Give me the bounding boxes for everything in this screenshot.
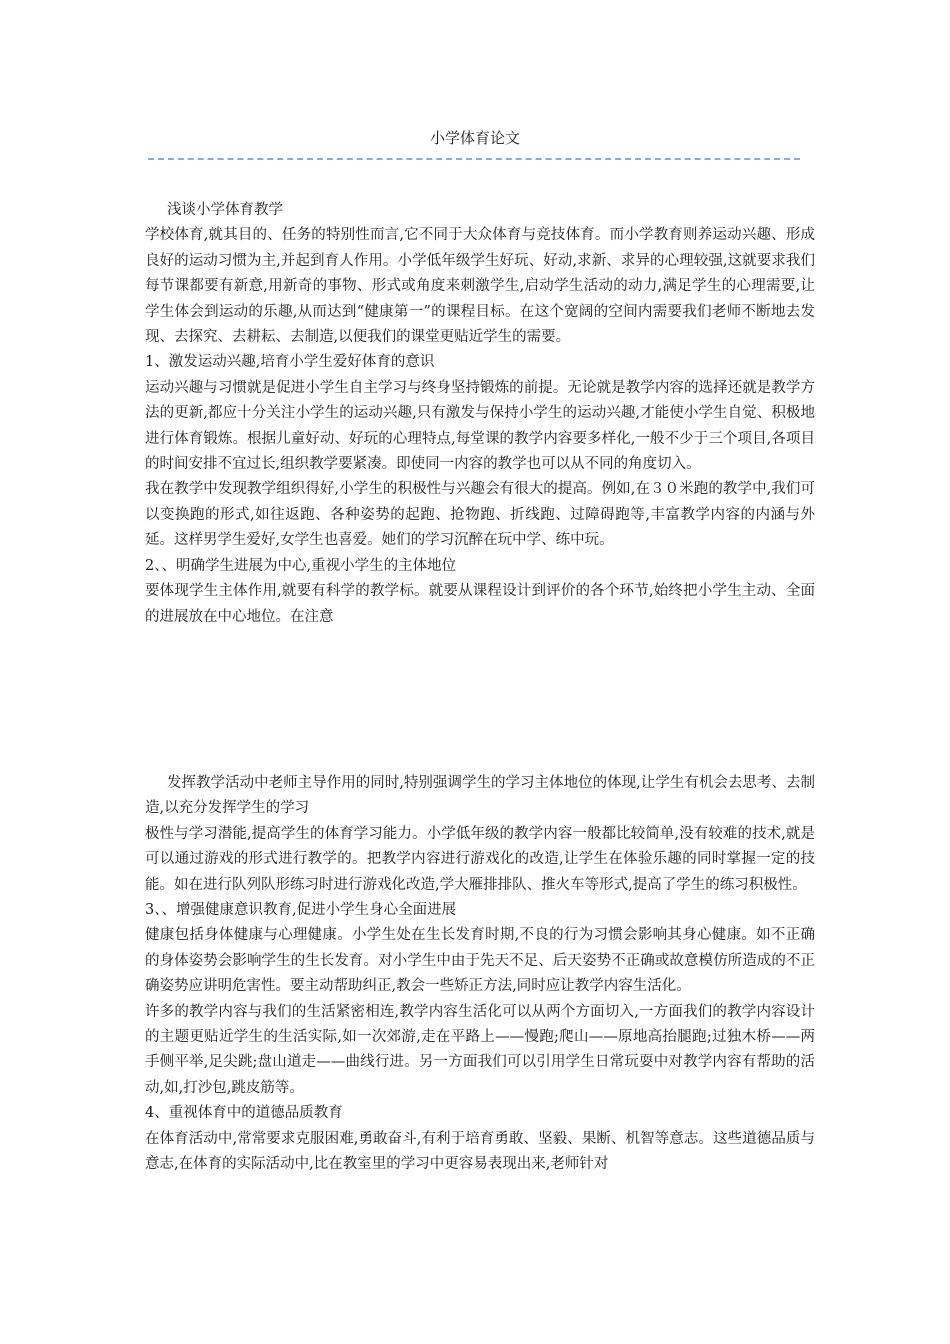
body-paragraph: 学校体育,就其目的、任务的特别性而言,它不同于大众体育与竞技体育。而小学教育则养运动兴趣、形成良好的运动习惯为主,并起到育人作用。小学低年级学生好玩、好动,求新、求异的心理较强,这就要求我们每节课都要有新意,用新奇的事物、形式或角度来刺激学生,启动学生活动的动力,满足学生的心理需要,让学生体会到运动的乐趣,从而达到“健康第一”的课程目标。在这个宽阔的空间内需要我们老师不断地去发现、去探究、去耕耘、去制造,以便我们的课堂更贴近学生的需要。 xyxy=(145,227,815,346)
body-paragraph: 发挥教学活动中老师主导作用的同时,特别强调学生的学习主体地位的体现,让学生有机会去思考、去制造,以充分发挥学生的学习 xyxy=(145,775,815,817)
title-dashed-rule xyxy=(148,158,800,160)
section-heading: 1、激发运动兴趣,培育小学生爱好体育的意识 xyxy=(145,354,435,371)
section-heading: 3、、增强健康意识教育,促进小学生身心全面进展 xyxy=(145,902,457,919)
document-title: 小学体育论文 xyxy=(429,129,520,147)
body-paragraph: 运动兴趣与习惯就是促进小学生自主学习与终身坚持锻炼的前提。无论就是教学内容的选择还就是教学方法的更新,都应十分关注小学生的运动兴趣,只有激发与保持小学生的运动兴趣,才能使小学生自觉、积极地进行体育锻炼。根据儿童好动、好玩的心理特点,每堂课的教学内容要多样化,一般不少于三个项目,各项目的时间安排不宜过长,组织教学要紧凑。即使同一内容的教学也可以从不同的角度切入。 xyxy=(145,379,815,473)
body-paragraph: 我在教学中发现教学组织得好,小学生的积极性与兴趣会有很大的提高。例如,在３０米跑的教学中,我们可以变换跑的形式,如往返跑、各种姿势的起跑、抢物跑、折线跑、过障碍跑等,丰富教学内容的内涵与外延。这样男学生爱好,女学生也喜爱。她们的学习沉醉在玩中学、练中玩。 xyxy=(145,481,815,549)
section-heading: 4、重视体育中的道德品质教育 xyxy=(145,1105,343,1122)
text-block-page1 xyxy=(145,198,815,630)
body-paragraph: 健康包括身体健康与心理健康。小学生处在生长发育时期,不良的行为习惯会影响其身心健康。如不正确的身体姿势会影响学生的生长发育。对小学生中由于先天不足、后天姿势不正确或故意模仿所造成的不正确姿势应讲明危害性。要主动帮助纠正,教会一些矫正方法,同时应让教学内容生活化。 xyxy=(145,927,815,995)
section-heading: 2、、明确学生进展为中心,重视小学生的主体地位 xyxy=(145,557,457,574)
body-paragraph: 许多的教学内容与我们的生活紧密相连,教学内容生活化可以从两个方面切入,一方面我们的教学内容设计的主题更贴近学生的生活实际,如一次郊游,走在平路上——慢跑;爬山——原地高抬腿跑;过独木桥——两手侧平举,足尖跳;盘山道走——曲线行进。另一方面我们可以引用学生日常玩耍中对教学内容有帮助的活动,如,打沙包,跳皮筋等。 xyxy=(145,1003,815,1096)
text-block-page2 xyxy=(145,771,815,1178)
body-paragraph: 在体育活动中,常常要求克服困难,勇敢奋斗,有利于培育勇敢、坚毅、果断、机智等意志。这些道德品质与意志,在体育的实际活动中,比在教室里的学习中更容易表现出来,老师针对 xyxy=(145,1130,815,1173)
body-paragraph: 要体现学生主体作用,就要有科学的教学标。就要从课程设计到评价的各个环节,始终把小学生主动、全面的进展放在中心地位。在注意 xyxy=(145,583,815,625)
section-subtitle: 浅谈小学体育教学 xyxy=(167,202,283,218)
body-paragraph: 极性与学习潜能,提高学生的体育学习能力。小学低年级的教学内容一般都比较简单,没有较难的技术,就是可以通过游戏的形式进行教学的。把教学内容进行游戏化的改造,让学生在体验乐趣的同时掌握一定的技能。如在进行队列队形练习时进行游戏化改造,学大雁排排队、推火车等形式,提高了学生的练习积极性。 xyxy=(145,825,815,893)
